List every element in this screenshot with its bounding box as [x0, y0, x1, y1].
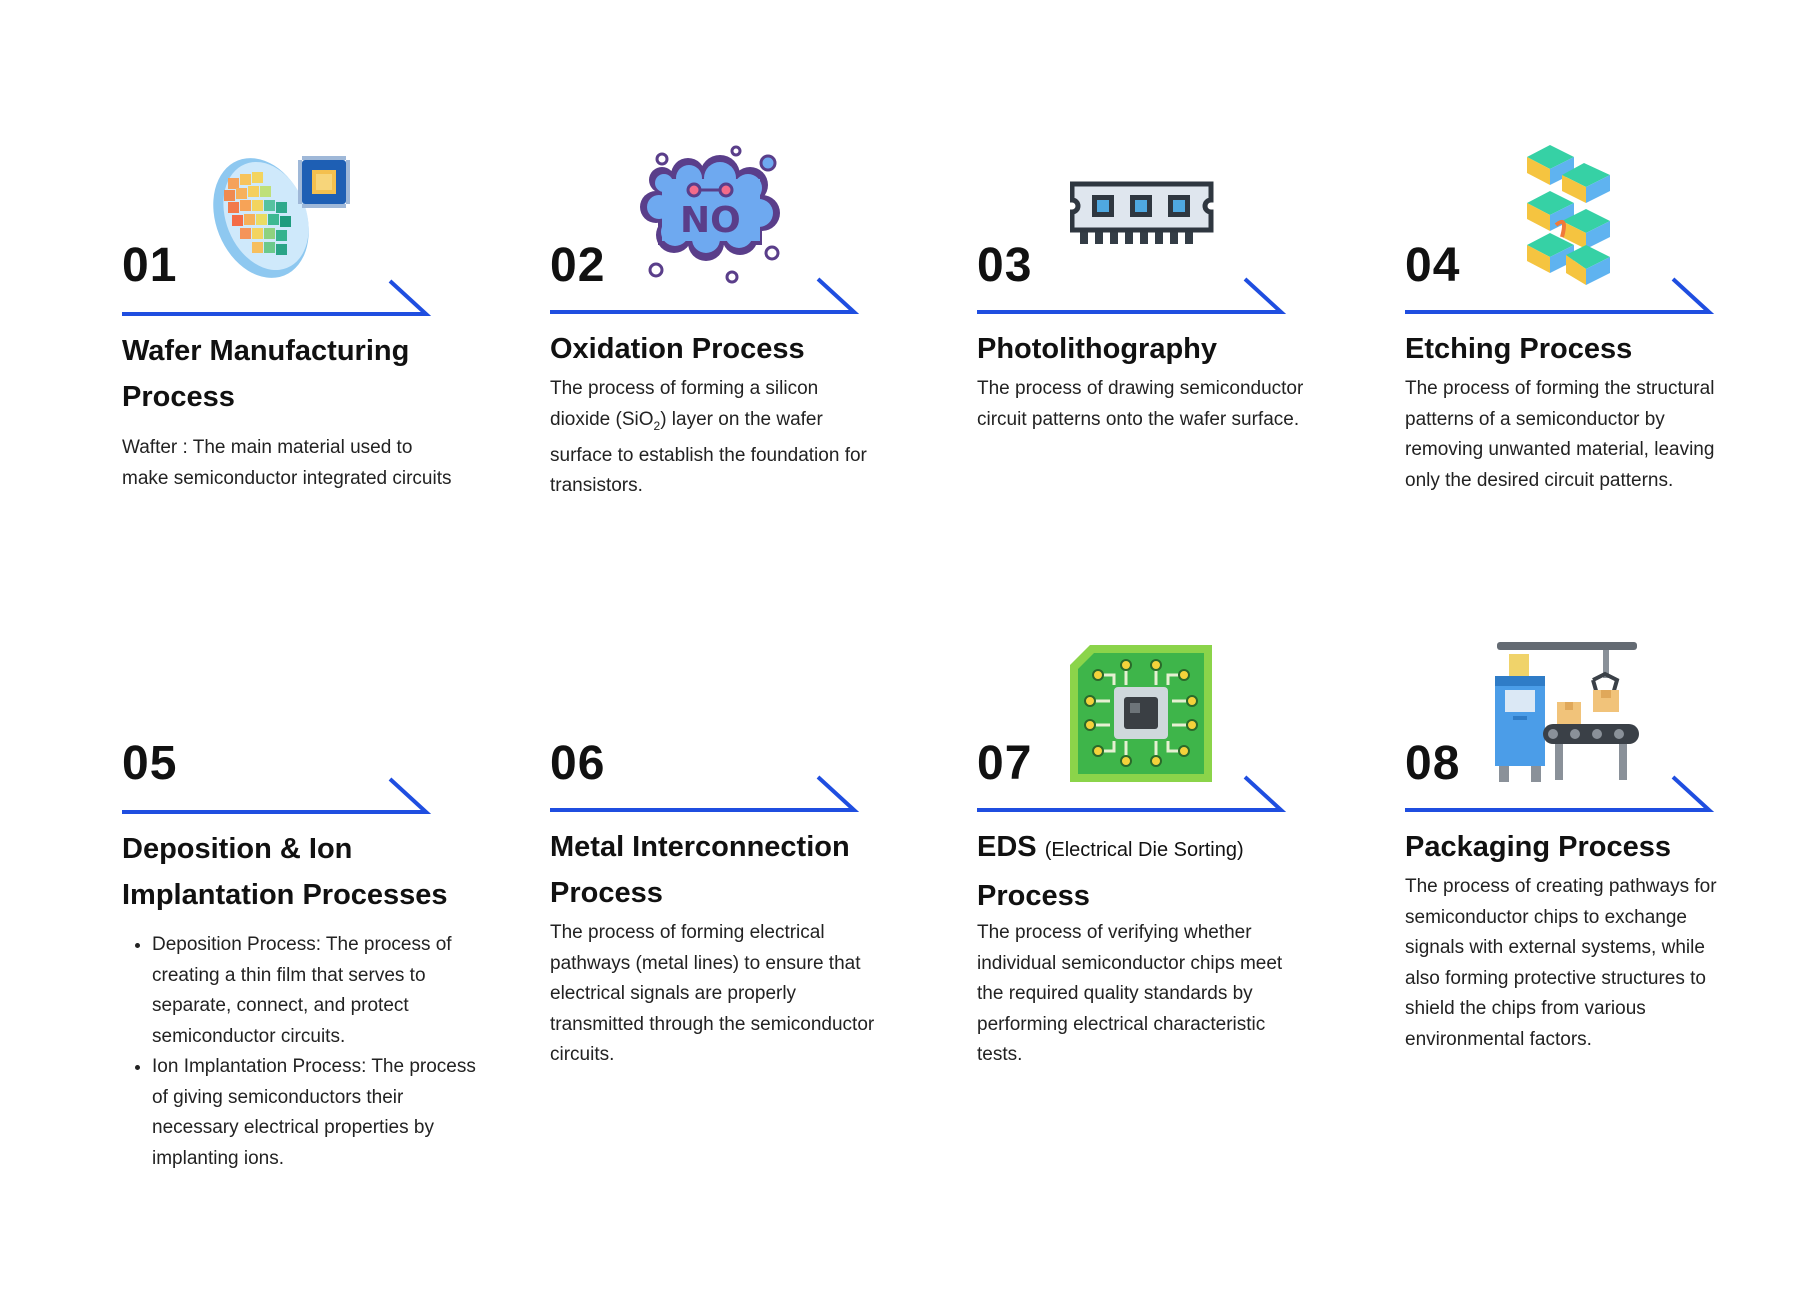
packaging-machine-icon — [1495, 640, 1640, 785]
step-03-arrow — [977, 276, 1287, 320]
step-08-number: 08 — [1405, 737, 1461, 790]
step-04-arrow — [1405, 276, 1715, 320]
etched-layers-icon — [1522, 145, 1617, 285]
step-05-number: 05 — [122, 737, 178, 790]
step-01-description: Wafter : The main material used to make semiconductor integrated circuits — [122, 437, 452, 489]
circuit-board-icon — [1070, 645, 1212, 782]
step-03-number: 03 — [977, 239, 1033, 292]
oxidation-cloud-icon — [640, 145, 785, 285]
step-04-number: 04 — [1405, 239, 1461, 292]
step-04-title: Etching Process — [1405, 333, 1633, 365]
step-07-title: EDS (Electrical Die Sorting) Process — [977, 831, 1244, 912]
step-01-number: 01 — [122, 239, 178, 292]
step-06-number: 06 — [550, 737, 606, 790]
step-06-description: The process of forming electrical pathways (metal lines) to ensure that electrical signals are properly transmitted through the semiconductor circuits. — [550, 922, 875, 1065]
step-02-number: 02 — [550, 239, 606, 292]
list-item: • Ion Implantation Process: The process of giving semiconductors their necessary electrical properties by implanting ions. — [152, 1052, 482, 1174]
step-05-arrow — [122, 776, 432, 820]
step-01-arrow — [122, 278, 432, 322]
memory-chip-icon — [1070, 180, 1215, 250]
step-08-arrow — [1405, 774, 1715, 818]
step-08-title: Packaging Process — [1405, 831, 1671, 863]
svg-text:NO: NO — [680, 200, 741, 241]
step-05-bullets — [122, 930, 482, 1174]
list-item: • Deposition Process: The process of creating a thin film that serves to separate, connect, and protect semiconductor circuits. — [152, 930, 482, 1052]
step-07-description: The process of verifying whether individual semiconductor chips meet the required quality standards by performing electrical characteristic tests. — [977, 922, 1283, 1065]
step-06-title: Metal Interconnection Process — [550, 831, 850, 909]
step-02-arrow — [550, 276, 860, 320]
step-04-description: The process of forming the structural patterns of a semiconductor by removing unwanted material, leaving only the desired circuit patterns. — [1405, 378, 1715, 491]
step-08-description: The process of creating pathways for semiconductor chips to exchange signals with external systems, while also forming protective structures to shield the chips from various environmental factors. — [1405, 876, 1717, 1050]
step-02-description: The process of forming a silicon dioxide (SiO$_2$) layer on the wafer surface to establish the foundation for transistors. — [550, 378, 867, 497]
step-05-title: Deposition & Ion Implantation Processes — [122, 833, 448, 911]
step-07-arrow — [977, 774, 1287, 818]
step-06-arrow — [550, 774, 860, 818]
step-07-number: 07 — [977, 737, 1033, 790]
step-02-title: Oxidation Process — [550, 333, 805, 365]
step-03-description: The process of drawing semiconductor circuit patterns onto the wafer surface. — [977, 378, 1304, 430]
wafer-icon — [206, 140, 356, 280]
step-01-title: Wafer Manufacturing Process — [122, 335, 410, 413]
step-03-title: Photolithography — [977, 333, 1218, 365]
